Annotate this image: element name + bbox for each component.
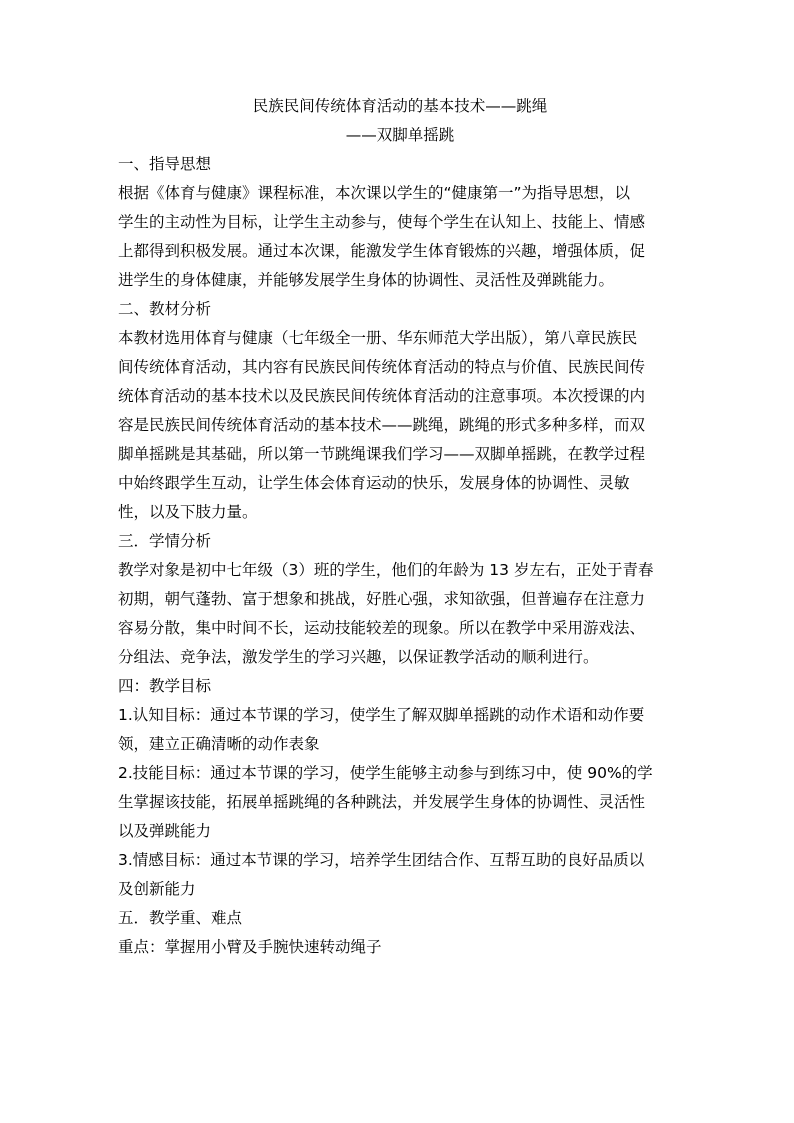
objective-item-skill [118, 759, 674, 846]
text-line: 上都得到积极发展。通过本次课，能激发学生体育锻炼的兴趣，增强体质，促 [118, 242, 646, 260]
section-body-learners [118, 556, 674, 672]
section-body-keypoints [118, 933, 674, 962]
text-line: 学生的主动性为目标，让学生主动参与，使每个学生在认知上、技能上、情感 [118, 213, 646, 231]
text-line: 领，建立正确清晰的动作表象 [118, 735, 320, 753]
text-line: 容是民族民间传统体育活动的基本技术——跳绳，跳绳的形式多种多样，而双 [118, 416, 646, 434]
text-line: 统体育活动的基本技术以及民族民间传统体育活动的注意事项。本次授课的内 [118, 387, 646, 405]
section-body-material [118, 324, 674, 527]
section-heading-guiding: 一、指导思想 [118, 155, 212, 173]
section-heading-material: 二、教材分析 [118, 300, 212, 318]
text-line: 重点：掌握用小臂及手腕快速转动绳子 [118, 938, 382, 956]
text-line: 分组法、竞争法，激发学生的学习兴趣，以保证教学活动的顺利进行。 [118, 648, 599, 666]
text-line: 本教材选用体育与健康（七年级全一册、华东师范大学出版），第八章民族民 [118, 329, 638, 347]
text-line: 根据《体育与健康》课程标准，本次课以学生的“健康第一”为指导思想，以 [118, 184, 631, 202]
text-line: 性，以及下肢力量。 [118, 503, 258, 521]
text-line: 3.情感目标：通过本节课的学习，培养学生团结合作、互帮互助的良好品质以 [118, 851, 645, 869]
document-page [118, 92, 674, 962]
document-subtitle: ——双脚单摇跳 [345, 126, 455, 144]
document-title: 民族民间传统体育活动的基本技术——跳绳 [252, 97, 548, 115]
text-line: 初期，朝气蓬勃、富于想象和挑战，好胜心强，求知欲强，但普遍存在注意力 [118, 590, 646, 608]
text-line: 脚单摇跳是其基础，所以第一节跳绳课我们学习——双脚单摇跳，在教学过程 [118, 445, 646, 463]
section-heading-keypoints: 五．教学重、难点 [118, 909, 243, 927]
text-line: 及创新能力 [118, 880, 196, 898]
text-line: 中始终跟学生互动，让学生体会体育运动的快乐，发展身体的协调性、灵敏 [118, 474, 630, 492]
objective-item-affective [118, 846, 674, 904]
text-line: 容易分散，集中时间不长，运动技能较差的现象。所以在教学中采用游戏法、 [118, 619, 646, 637]
text-line: 间传统体育活动，其内容有民族民间传统体育活动的特点与价值、民族民间传 [118, 358, 646, 376]
text-line: 2.技能目标：通过本节课的学习，使学生能够主动参与到练习中，使 90%的学 [118, 764, 653, 782]
text-line: 教学对象是初中七年级（3）班的学生，他们的年龄为 13 岁左右，正处于青春 [118, 561, 654, 579]
section-body-guiding [118, 179, 674, 295]
objective-item-cognitive [118, 701, 674, 759]
section-heading-learners: 三．学情分析 [118, 532, 212, 550]
text-line: 进学生的身体健康，并能够发展学生身体的协调性、灵活性及弹跳能力。 [118, 271, 615, 289]
text-line: 以及弹跳能力 [118, 822, 212, 840]
text-line: 生掌握该技能，拓展单摇跳绳的各种跳法，并发展学生身体的协调性、灵活性 [118, 793, 646, 811]
text-line: 1.认知目标：通过本节课的学习，使学生了解双脚单摇跳的动作术语和动作要 [118, 706, 645, 724]
section-heading-objectives: 四：教学目标 [118, 677, 212, 695]
